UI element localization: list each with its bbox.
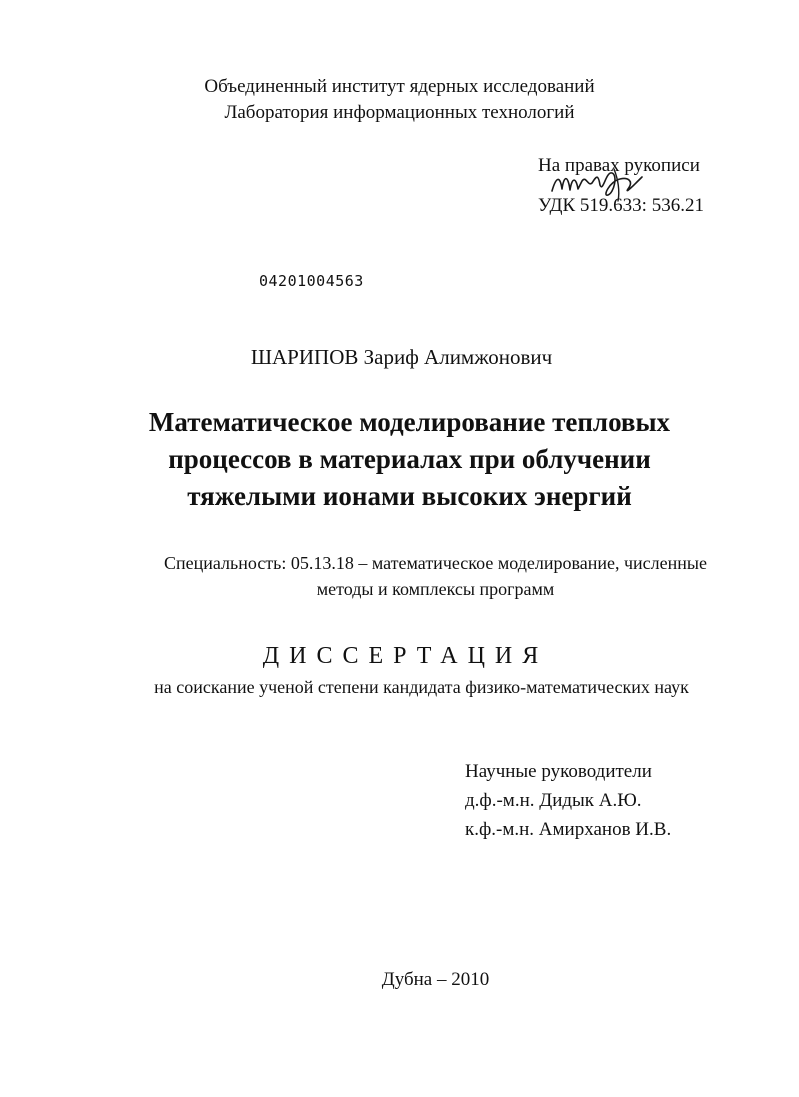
supervisor-first: д.ф.-м.н. Дидык А.Ю. (465, 790, 642, 811)
degree-statement: на соискание ученой степени кандидата физико-математических наук (154, 677, 689, 697)
registration-code: 04201004563 (259, 272, 364, 290)
laboratory-name: Лаборатория информационных технологий (224, 102, 575, 123)
specialty-line-2: методы и комплексы программ (316, 579, 555, 599)
title-line: процессов в материалах при облучении (168, 444, 651, 474)
specialty-statement (36, 550, 799, 602)
handwritten-signature (548, 163, 648, 203)
title-line: Математическое моделирование тепловых (148, 407, 671, 437)
supervisor-second: к.ф.-м.н. Амирханов И.В. (465, 819, 672, 840)
thesis-title (10, 404, 799, 515)
place-and-year: Дубна – 2010 (381, 969, 490, 990)
institution-header (0, 74, 799, 126)
author-name: ШАРИПОВ Зариф Алимжонович (250, 345, 553, 369)
specialty-line-1: Специальность: 05.13.18 – математическое моделирование, численные (164, 553, 707, 573)
institute-name: Объединенный институт ядерных исследований (204, 76, 595, 97)
dissertation-label: ДИССЕРТАЦИЯ (262, 643, 549, 669)
title-line: тяжелыми ионами высоких энергий (187, 481, 632, 511)
udk-code: УДК 519.633: 536.21 (538, 195, 704, 216)
manuscript-rights-label: На правах рукописи (538, 155, 700, 176)
supervisors-block (465, 757, 671, 844)
supervisors-heading: Научные руководители (465, 761, 652, 782)
